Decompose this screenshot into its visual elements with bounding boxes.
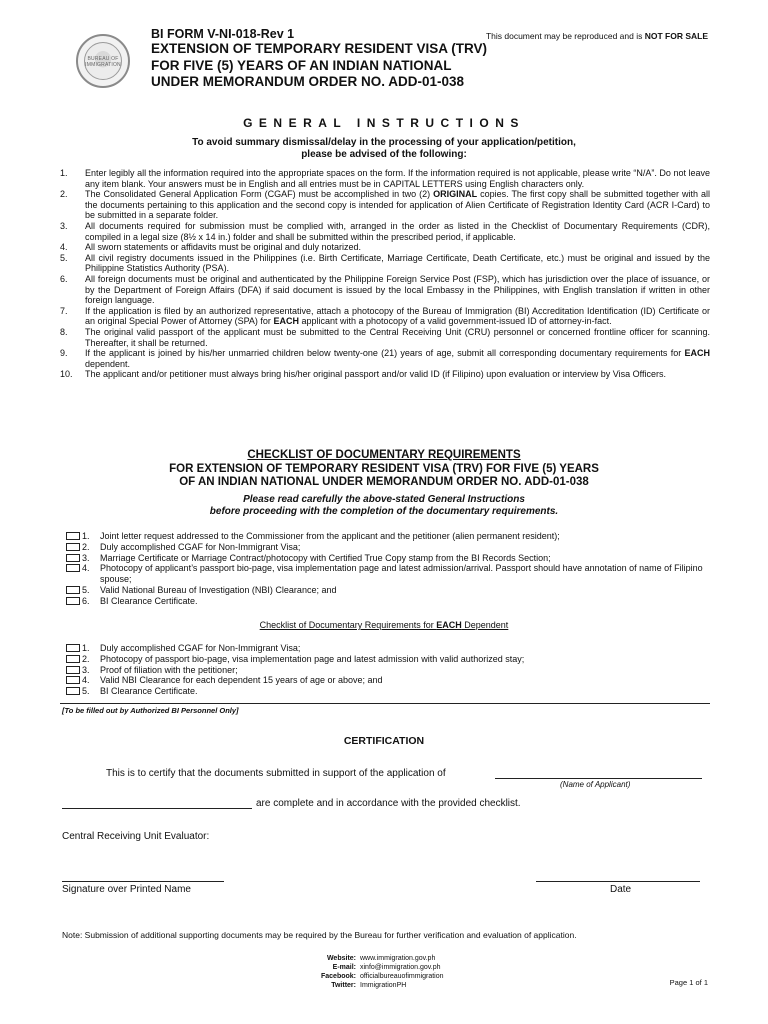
reproduction-note: This document may be reproduced and is NOT FOR SALE <box>485 31 708 41</box>
form-title-line: UNDER MEMORANDUM ORDER NO. ADD-01-038 <box>151 74 465 89</box>
general-instructions-heading: GENERAL INSTRUCTIONS <box>243 116 525 130</box>
certification-blank-field[interactable] <box>62 808 252 809</box>
instruction-item: 6. All foreign documents must be original and authenticated by the Philippine Foreign Service Post (FSP), which has jurisdiction over the place of issuance, or by the Department of Foreign Affairs (DFA) if said document is issued by the local Embassy in the Philippines, with English translation if written in other foreign language. <box>60 273 710 306</box>
dependent-checkbox[interactable] <box>66 676 80 684</box>
requirement-checkbox[interactable] <box>66 564 80 572</box>
page-number: Page 1 of 1 <box>669 978 708 987</box>
instruction-item: 9. If the applicant is joined by his/her unmarried children below twenty-one (21) years of age, submit all corresponding documentary requirements for EACH dependent. <box>60 348 710 369</box>
instruction-item: 3. All documents required for submission must be complied with, arranged in the order as listed in the Checklist of Documentary Requirements (CDR), compiled in a legal size (8½ x 14 in.) folder and shall be submitted within the prescribed period, if applicable. <box>60 220 710 242</box>
requirement-checkbox[interactable] <box>66 597 80 605</box>
instruction-item: 5. All civil registry documents issued in the Philippines (i.e. Birth Certificate, Marriage Certificate, Death Certificate, etc.) must be original and issued by the Philippine Statistics Authority (PSA). <box>60 252 710 274</box>
evaluator-label: Central Receiving Unit Evaluator: <box>62 831 210 842</box>
bureau-seal-logo <box>76 34 130 88</box>
footer-note: Note: Submission of additional supporting documents may be required by the Bureau for further verification and evaluation of application. <box>62 930 577 940</box>
instruction-item: 10. The applicant and/or petitioner must always bring his/her original passport and/or valid ID (if Filipino) upon evaluation or interview by Visa Officers. <box>60 369 666 380</box>
instructions-list <box>60 168 710 380</box>
requirements-checklist <box>66 531 710 607</box>
dependent-checkbox[interactable] <box>66 644 80 652</box>
dependent-checklist-title: Checklist of Documentary Requirements for EACH Dependent <box>259 620 509 630</box>
dependent-requirement-item: 4. Valid NBI Clearance for each dependent 15 years of age or above; and <box>66 675 710 686</box>
personnel-only-note: [To be filled out by Authorized BI Personnel Only] <box>62 706 239 715</box>
signature-label: Signature over Printed Name <box>62 884 191 895</box>
requirement-checkbox[interactable] <box>66 543 80 551</box>
general-instructions-intro: To avoid summary dismissal/delay in the processing of your application/petition, please be advised of the following: <box>192 137 576 160</box>
form-title-line: FOR FIVE (5) YEARS OF AN INDIAN NATIONAL <box>151 57 452 73</box>
instruction-item: 2. The Consolidated General Application Form (CGAF) must be accomplished in two (2) ORIGINAL copies. The first copy shall be submitted together with all the documents pertaining to this application and the second copy is intended for application of Alien Certificate of Registration Identity Card (ACR I-Card) to be submitted in a separate folder. <box>60 189 710 221</box>
certification-statement: This is to certify that the documents submitted in support of the application of <box>106 768 446 779</box>
form-code: BI FORM V-NI-018-Rev 1 <box>151 27 295 41</box>
requirement-item: 2. Duly accomplished CGAF for Non-Immigrant Visa; <box>66 542 710 553</box>
form-title-line: EXTENSION OF TEMPORARY RESIDENT VISA (TRV) <box>151 41 488 56</box>
dependent-requirements-checklist <box>66 643 710 697</box>
requirement-checkbox[interactable] <box>66 554 80 562</box>
contact-email: E-mail: xinfo@immigration.gov.ph <box>332 964 441 971</box>
requirement-item: 4. Photocopy of applicant’s passport bio-page, visa implementation page and latest admission/arrival. Passport should have annotation of name of Filipino spouse; <box>66 563 710 585</box>
checklist-subtitle: Please read carefully the above-stated General Instructions before proceeding with the completion of the documentary requirements. <box>209 494 559 517</box>
dependent-requirement-item: 5. BI Clearance Certificate. <box>66 686 710 697</box>
date-label: Date <box>610 884 632 895</box>
contact-info <box>290 954 444 990</box>
contact-twitter: Twitter: ImmigrationPH <box>331 982 407 989</box>
requirement-item: 6. BI Clearance Certificate. <box>66 596 710 607</box>
requirement-checkbox[interactable] <box>66 586 80 594</box>
requirement-item: 5. Valid National Bureau of Investigation (NBI) Clearance; and <box>66 585 710 596</box>
applicant-name-caption: (Name of Applicant) <box>560 780 631 789</box>
certification-heading: CERTIFICATION <box>343 735 425 747</box>
dependent-checkbox[interactable] <box>66 687 80 695</box>
date-field[interactable] <box>536 881 700 882</box>
instruction-item: 1. Enter legibly all the information required into the appropriate spaces on the form. If the information required is not applicable, please write “N/A”. Do not leave any item blank. Your answers must be in English and all entries must be in CAPITAL LETTERS using English characters only. <box>60 168 710 189</box>
signature-field[interactable] <box>62 881 224 882</box>
requirement-item: 1. Joint letter request addressed to the Commissioner from the applicant and the petitioner (alien permanent resident); <box>66 531 710 542</box>
checklist-title: CHECKLIST OF DOCUMENTARY REQUIREMENTS FOR EXTENSION OF TEMPORARY RESIDENT VISA (TRV) FOR FIVE (5) YEARS OF AN INDIAN NATIONAL UNDER MEMORANDUM ORDER NO. ADD-01-038 <box>169 449 599 488</box>
requirement-checkbox[interactable] <box>66 532 80 540</box>
contact-facebook: Facebook: officialbureauofimmigration <box>320 973 444 980</box>
seal-label: BUREAU OF IMMIGRATION <box>85 56 121 68</box>
instruction-item: 4. All sworn statements or affidavits must be original and duly notarized. <box>60 242 361 253</box>
contact-website: Website: www.immigration.gov.ph <box>326 955 436 962</box>
applicant-name-field[interactable] <box>495 778 702 779</box>
dependent-requirement-item: 1. Duly accomplished CGAF for Non-Immigrant Visa; <box>66 643 710 654</box>
form-title <box>151 41 487 91</box>
certification-statement-continued: are complete and in accordance with the provided checklist. <box>256 798 521 809</box>
dependent-requirement-item: 3. Proof of filiation with the petitioner; <box>66 665 710 676</box>
requirement-item: 3. Marriage Certificate or Marriage Contract/photocopy with Certified True Copy stamp from the BI Records Section; <box>66 553 710 564</box>
dependent-checkbox[interactable] <box>66 666 80 674</box>
dependent-checkbox[interactable] <box>66 655 80 663</box>
section-divider <box>60 703 710 704</box>
dependent-requirement-item: 2. Photocopy of passport bio-page, visa implementation page and latest admission with valid authorized stay; <box>66 654 710 665</box>
instruction-item: 7. If the application is filed by an authorized representative, attach a photocopy of the Bureau of Immigration (BI) Accreditation Identification (ID) Certificate or an original Special Power of Attorney (SPA) for EACH applicant with a photocopy of a valid government-issued ID of attorney-in-fact. <box>60 305 710 327</box>
instruction-item: 8. The original valid passport of the applicant must be submitted to the Central Receiving Unit (CRU) personnel or concerned frontline officer for scanning. Thereafter, it shall be returned. <box>60 326 710 348</box>
